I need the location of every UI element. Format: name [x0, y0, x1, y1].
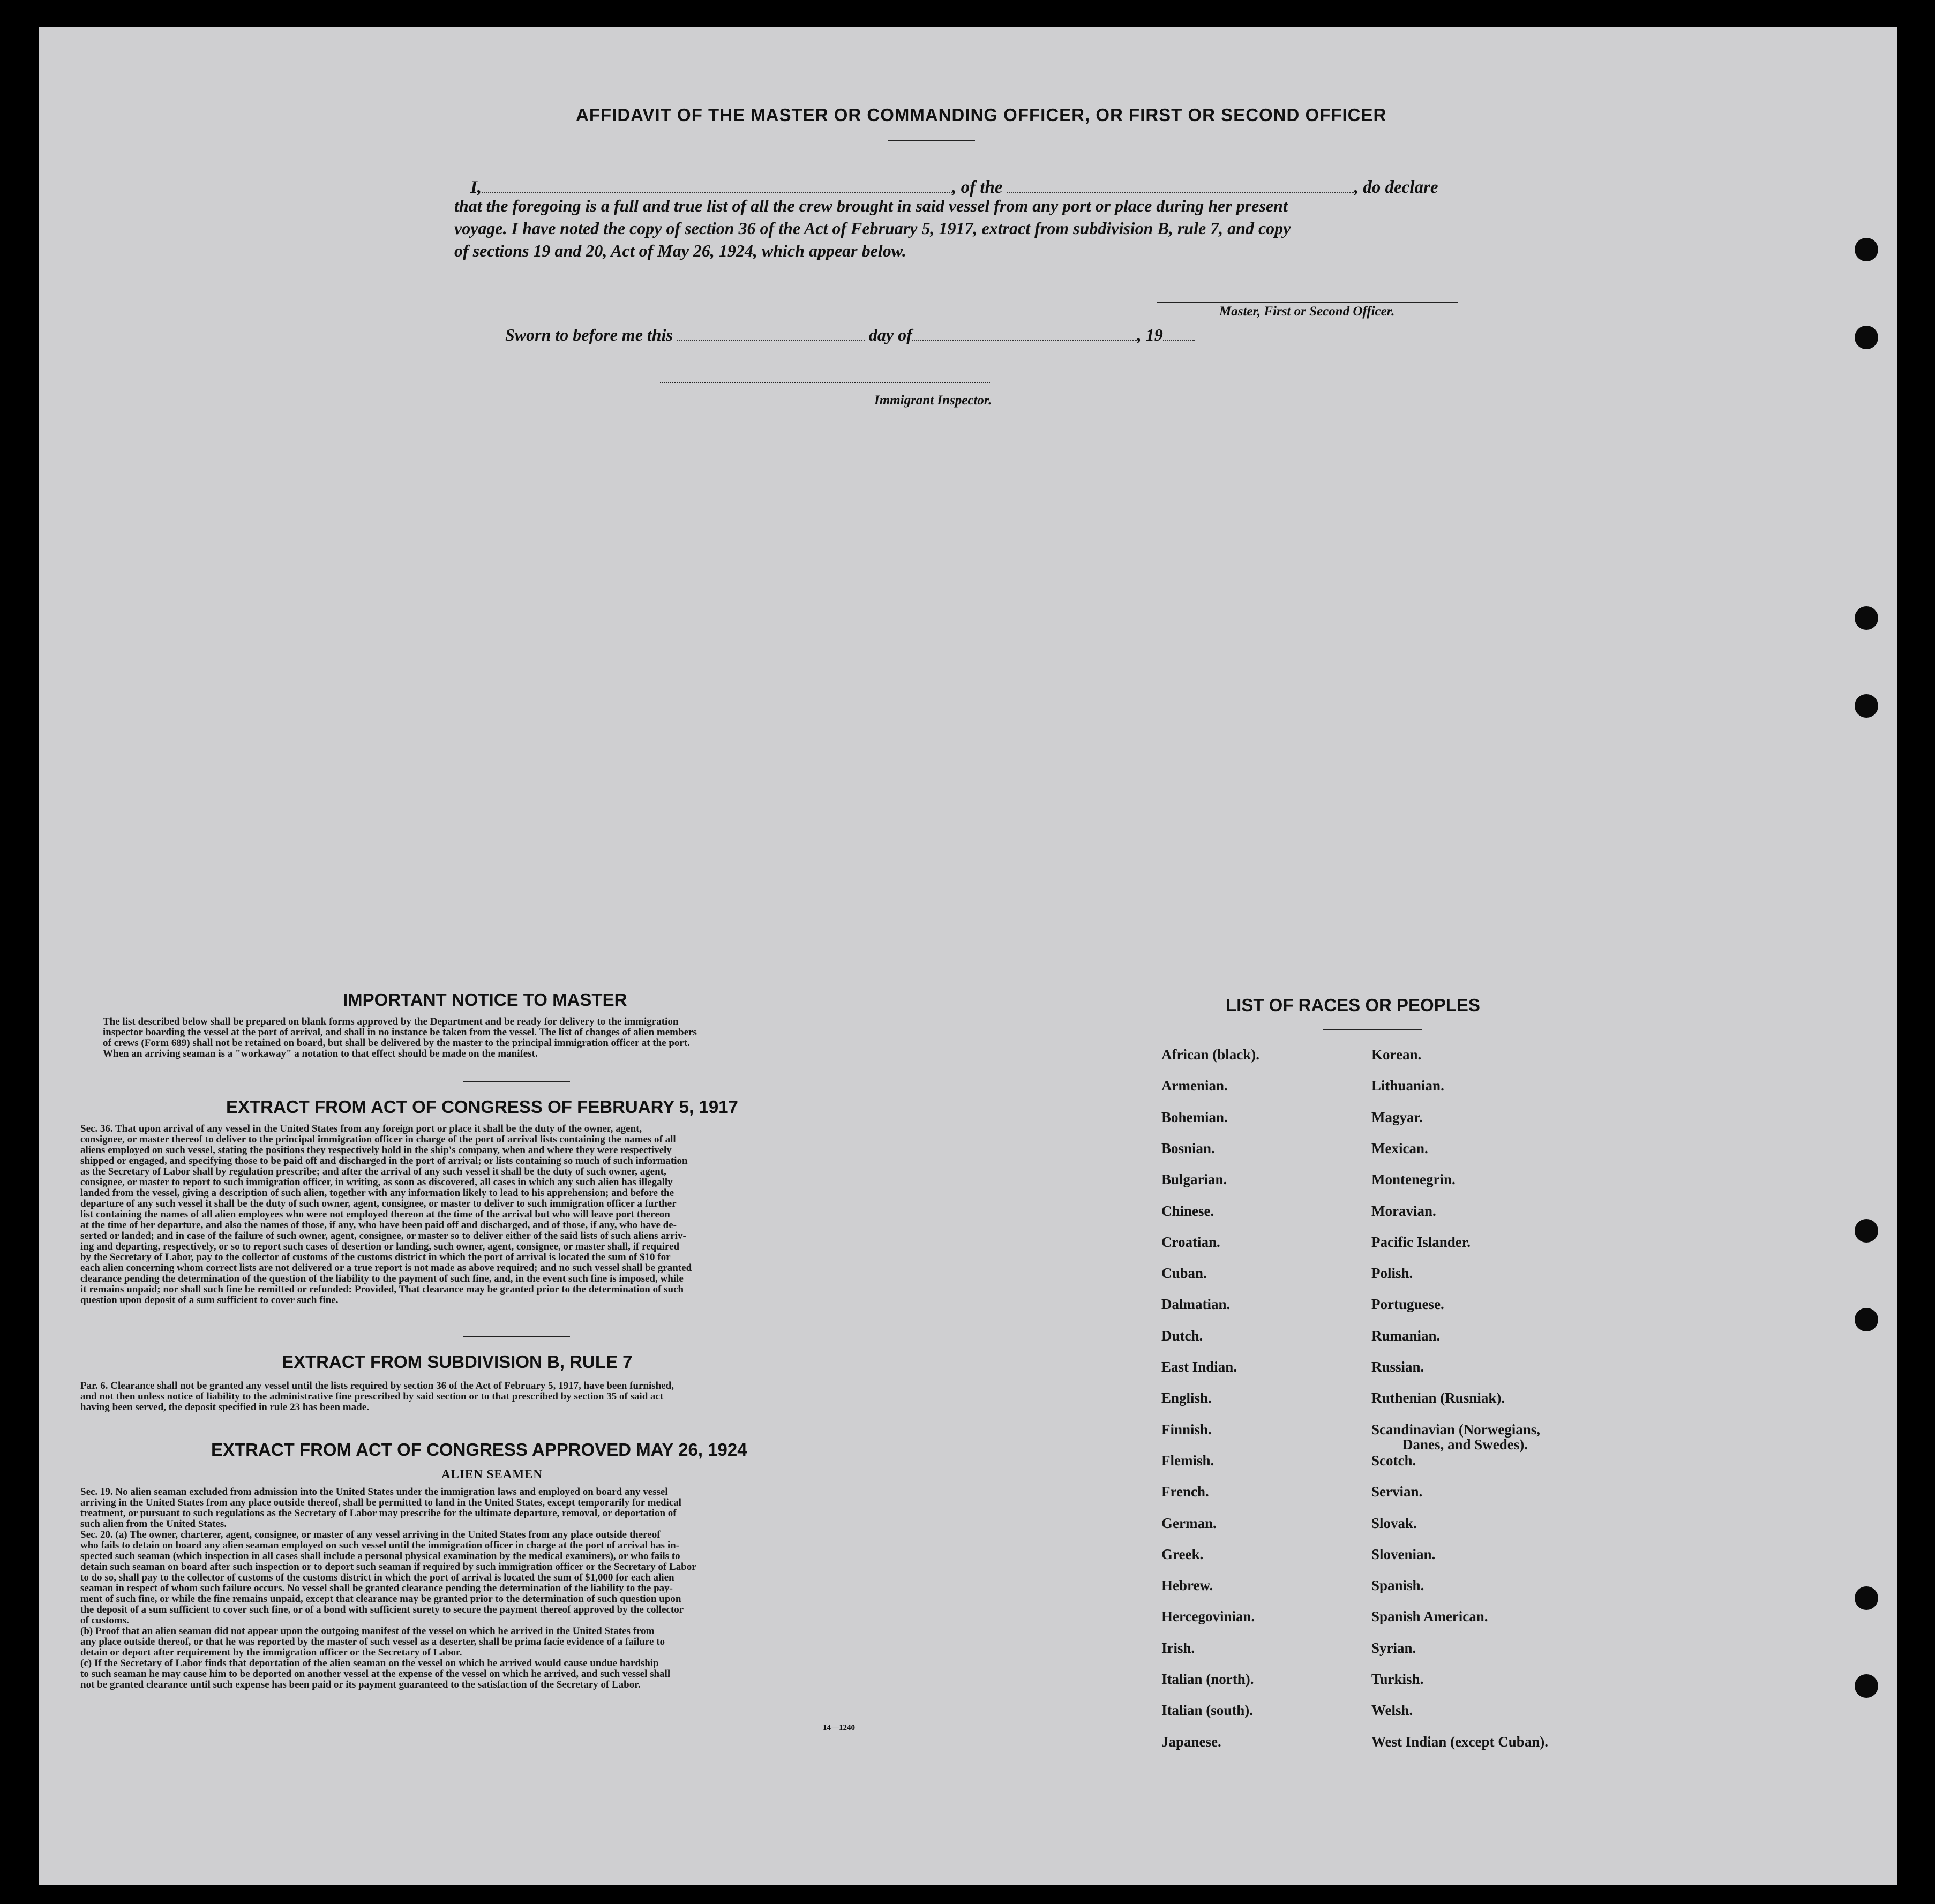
extract-1917-text: [80, 1124, 900, 1306]
paragraph-line: such alien from the United States.: [80, 1518, 227, 1530]
races-title-rule: [1323, 1029, 1422, 1030]
punch-hole: [1855, 1586, 1878, 1610]
race-item: French.: [1161, 1484, 1209, 1500]
affidavit-line1: I, , of the , do declare: [470, 174, 1438, 198]
paragraph-line: it remains unpaid; nor shall such fine be remitted or refunded: Provided, That clearance may be granted prior to the determination of such: [80, 1284, 684, 1295]
affidavit-line2: that the foregoing is a full and true list of all the crew brought in said vessel from any port or place during her present: [454, 196, 1288, 215]
paragraph-line: Sec. 36. That upon arrival of any vessel in the United States from any foreign port or place it shall be the duty of the owner, agent,: [80, 1123, 642, 1134]
paragraph-line: treatment, or pursuant to such regulations as the Secretary of Labor may prescribe for the ultimate departure, removal, or deportation of: [80, 1508, 677, 1519]
paragraph-line: list containing the names of all alien employees who were not employed thereon at the time of the arrival but who will leave port thereon: [80, 1209, 670, 1220]
punch-hole: [1855, 326, 1878, 349]
race-item: West Indian (except Cuban).: [1371, 1733, 1549, 1750]
paragraph-line: by the Secretary of Labor, pay to the collector of customs of the customs district in which the port of arrival is located the sum of $10 for: [80, 1252, 671, 1263]
paragraph-line: (c) If the Secretary of Labor finds that deportation of the alien seaman on the vessel on which he arrived would cause undue hardship: [80, 1658, 659, 1669]
paragraph-line: detain or deport after requirement by the immigration officer or the Secretary of Labor.: [80, 1647, 462, 1658]
race-item: Italian (south).: [1161, 1702, 1254, 1719]
paragraph-line: When an arriving seaman is a "workaway" a notation to that effect should be made on the manifest.: [103, 1048, 538, 1059]
sworn-year-blank[interactable]: [1163, 321, 1195, 341]
race-item: Turkish.: [1371, 1671, 1424, 1687]
paragraph-line: ing and departing, respectively, or so to report such cases of desertion or landing, such owner, agent, consignee, or master shall, if required: [80, 1241, 680, 1252]
paragraph-line: arriving in the United States from any place outside thereof, shall be permitted to land in the United States, except temporarily for medical: [80, 1497, 681, 1508]
race-item: Italian (north).: [1161, 1671, 1254, 1687]
race-item: Irish.: [1161, 1639, 1195, 1656]
race-item: Flemish.: [1161, 1452, 1214, 1469]
race-item: Dutch.: [1161, 1327, 1203, 1344]
paragraph-line: seaman in respect of whom such failure occurs. No vessel shall be granted clearance pending the determination of the liability to the pay-: [80, 1583, 673, 1594]
punch-hole: [1855, 1219, 1878, 1243]
race-item: Japanese.: [1161, 1733, 1221, 1750]
paragraph-line: each alien concerning whom correct lists are not delivered or a true report is not made as above required; and no such vessel shall be granted: [80, 1262, 692, 1274]
race-item: Pacific Islander.: [1371, 1233, 1471, 1250]
vessel-blank[interactable]: [1007, 174, 1354, 193]
name-blank[interactable]: [482, 174, 952, 193]
paragraph-line: spected such seaman (which inspection in all cases shall include a personal physical examination by the medical examiners), or who fails to: [80, 1551, 680, 1562]
paragraph-line: detain such seaman on board after such inspection or to deport such seaman if required by such immigration officer or the Secretary of Labor: [80, 1561, 696, 1572]
paragraph-line: aliens employed on such vessel, stating the positions they respectively hold in the ship's company, when and where they were respectively: [80, 1145, 672, 1156]
race-item: Slovenian.: [1371, 1546, 1436, 1562]
race-item: Russian.: [1371, 1359, 1424, 1375]
rule7-title: EXTRACT FROM SUBDIVISION B, RULE 7: [282, 1352, 633, 1372]
race-item: Hercegovinian.: [1161, 1608, 1255, 1625]
paragraph-line: clearance pending the determination of the question of the liability to the payment of such fine, and, in the event such fine is imposed, while: [80, 1273, 684, 1284]
race-item: East Indian.: [1161, 1359, 1238, 1375]
punch-hole: [1855, 1674, 1878, 1698]
race-item: Croatian.: [1161, 1233, 1220, 1250]
sworn-line: Sworn to before me this day of , 19: [505, 321, 1195, 345]
race-item: Dalmatian.: [1161, 1296, 1231, 1313]
inspector-label: Immigrant Inspector.: [874, 393, 992, 408]
punch-hole: [1855, 694, 1878, 718]
paragraph-line: serted or landed; and in case of the failure of such owner, agent, consignee, or master so to deliver either of the said lists of such aliens arriv-: [80, 1230, 686, 1241]
punch-hole: [1855, 606, 1878, 630]
rule7-text: [80, 1381, 900, 1413]
paragraph-line: ment of such fine, or while the fine remains unpaid, except that clearance may be granted prior to the determination of such question upon: [80, 1593, 681, 1605]
paragraph-line: as the Secretary of Labor shall by regulation prescribe; and after the arrival of any such vessel it shall be the duty of such owner, agent,: [80, 1166, 666, 1177]
sworn-day-blank[interactable]: [677, 321, 865, 341]
race-item: Bohemian.: [1161, 1109, 1228, 1125]
race-item: Scotch.: [1371, 1452, 1416, 1469]
race-item: Bulgarian.: [1161, 1171, 1227, 1188]
paragraph-line: Sec. 20. (a) The owner, charterer, agent, consignee, or master of any vessel arriving in the United States from any place outside thereof: [80, 1529, 661, 1540]
section-rule: [463, 1336, 570, 1337]
race-item: African (black).: [1161, 1047, 1259, 1063]
race-item: Finnish.: [1161, 1421, 1212, 1438]
race-item: Welsh.: [1371, 1702, 1413, 1719]
race-item: Spanish.: [1371, 1577, 1424, 1594]
race-item: Mexican.: [1371, 1140, 1428, 1156]
race-item: German.: [1161, 1515, 1217, 1531]
race-item: Chinese.: [1161, 1202, 1214, 1219]
race-item: English.: [1161, 1390, 1212, 1406]
punch-hole: [1855, 1308, 1878, 1331]
paragraph-line: Sec. 19. No alien seaman excluded from admission into the United States under the immigration laws and employed on board any vessel: [80, 1486, 668, 1497]
race-item: Moravian.: [1371, 1202, 1436, 1219]
race-item: Greek.: [1161, 1546, 1204, 1562]
notice-title: IMPORTANT NOTICE TO MASTER: [343, 990, 627, 1010]
paragraph-line: shipped or engaged, and specifying those to be paid off and discharged in the port of arrival; or lists containing so much of such information: [80, 1155, 688, 1167]
paragraph-line: departure of any such vessel it shall be the duty of such owner, agent, consignee, or master to deliver to such immigration officer a further: [80, 1198, 677, 1209]
race-item: Syrian.: [1371, 1639, 1416, 1656]
paragraph-line: of crews (Form 689) shall not be retained on board, but shall be delivered by the master to the principal immigration officer at the port.: [103, 1037, 690, 1049]
race-item-continuation: Danes, and Swedes).: [1402, 1436, 1528, 1453]
race-item: Slovak.: [1371, 1515, 1417, 1531]
notice-text: [103, 1017, 900, 1059]
race-item: Servian.: [1371, 1484, 1423, 1500]
paragraph-line: and not then unless notice of liability to the administrative fine prescribed by said section or to that prescribed by section 35 of said act: [80, 1391, 664, 1402]
race-item: Portuguese.: [1371, 1296, 1444, 1313]
paragraph-line: (b) Proof that an alien seaman did not appear upon the outgoing manifest of the vessel on which he arrived in the United States from: [80, 1625, 655, 1637]
master-signature-line[interactable]: [1157, 302, 1458, 303]
paragraph-line: to do so, shall pay to the collector of customs of the customs district in which the port of arrival is located the sum of $1,000 for each alien: [80, 1572, 674, 1583]
race-item: Korean.: [1371, 1047, 1422, 1063]
race-item: Ruthenian (Rusniak).: [1371, 1390, 1505, 1406]
paragraph-line: having been served, the deposit specified in rule 23 has been made.: [80, 1402, 369, 1413]
race-item: Cuban.: [1161, 1265, 1207, 1282]
affidavit-title: AFFIDAVIT OF THE MASTER OR COMMANDING OFFICER, OR FIRST OR SECOND OFFICER: [576, 105, 1387, 125]
paragraph-line: consignee, or master thereof to deliver to the principal immigration officer in charge of the port of arrival lists containing the names of all: [80, 1134, 676, 1145]
race-item: Magyar.: [1371, 1109, 1423, 1125]
extract-1924-text: [80, 1487, 900, 1690]
punch-hole: [1855, 238, 1878, 261]
title-rule: [888, 140, 975, 141]
race-item: Lithuanian.: [1371, 1078, 1444, 1094]
extract-1924-title: EXTRACT FROM ACT OF CONGRESS APPROVED MAY 26, 1924: [211, 1440, 747, 1459]
race-item: Montenegrin.: [1371, 1171, 1456, 1188]
race-item: Hebrew.: [1161, 1577, 1213, 1594]
paragraph-line: inspector boarding the vessel at the port of arrival, and shall in no instance be taken from the vessel. The list of changes of alien members: [103, 1027, 697, 1038]
race-item: Spanish American.: [1371, 1608, 1488, 1625]
paragraph-line: Par. 6. Clearance shall not be granted any vessel until the lists required by section 36 of the Act of February 5, 1917, have been furnished,: [80, 1380, 674, 1391]
paragraph-line: not be granted clearance until such expense has been paid or its payment guaranteed to the satisfaction of the Secretary of Labor.: [80, 1679, 641, 1690]
form-number: 14—1240: [823, 1724, 855, 1732]
race-item: Armenian.: [1161, 1078, 1228, 1094]
paragraph-line: consignee, or master to report to such immigration officer, in writing, as soon as discovered, all cases in which any such alien has illegally: [80, 1177, 673, 1188]
sworn-month-blank[interactable]: [912, 321, 1137, 341]
inspector-signature-line[interactable]: [660, 382, 990, 383]
paragraph-line: at the time of her departure, and also the names of those, if any, who have been paid off and discharged, and of those, if any, who have de-: [80, 1220, 677, 1231]
extract-1917-title: EXTRACT FROM ACT OF CONGRESS OF FEBRUARY 5, 1917: [226, 1097, 738, 1117]
alien-seamen-subtitle: ALIEN SEAMEN: [441, 1467, 543, 1481]
section-rule: [463, 1081, 570, 1082]
affidavit-line4: of sections 19 and 20, Act of May 26, 1924, which appear below.: [454, 241, 906, 260]
paragraph-line: question upon deposit of a sum sufficient to cover such fine.: [80, 1295, 339, 1306]
race-item: Bosnian.: [1161, 1140, 1215, 1156]
paragraph-line: The list described below shall be prepared on blank forms approved by the Department and be ready for delivery to the immigration: [103, 1016, 679, 1027]
race-item: Scandinavian (Norwegians,: [1371, 1421, 1541, 1438]
race-item: Rumanian.: [1371, 1327, 1441, 1344]
master-signature-label: Master, First or Second Officer.: [1219, 304, 1395, 319]
paragraph-line: any place outside thereof, or that he was reported by the master of such vessel as a deserter, shall be prima facie evidence of a failure to: [80, 1636, 665, 1647]
paragraph-line: landed from the vessel, giving a description of such alien, together with any information likely to lead to his apprehension; and before the: [80, 1187, 674, 1199]
paragraph-line: who fails to detain on board any alien seaman employed on such vessel until the immigration officer in charge at the port of arrival has in-: [80, 1540, 679, 1551]
race-item: Polish.: [1371, 1265, 1413, 1282]
paragraph-line: the deposit of a sum sufficient to cover such fine, or of a bond with sufficient surety to secure the payment thereof approved by the collector: [80, 1604, 684, 1615]
races-title: LIST OF RACES OR PEOPLES: [1226, 995, 1480, 1015]
paragraph-line: to such seaman he may cause him to be deported on another vessel at the expense of the vessel on which he arrived, and such vessel shall: [80, 1668, 671, 1680]
affidavit-line3: voyage. I have noted the copy of section 36 of the Act of February 5, 1917, extract from subdivision B, rule 7, and copy: [454, 219, 1291, 238]
paragraph-line: of customs.: [80, 1615, 129, 1626]
